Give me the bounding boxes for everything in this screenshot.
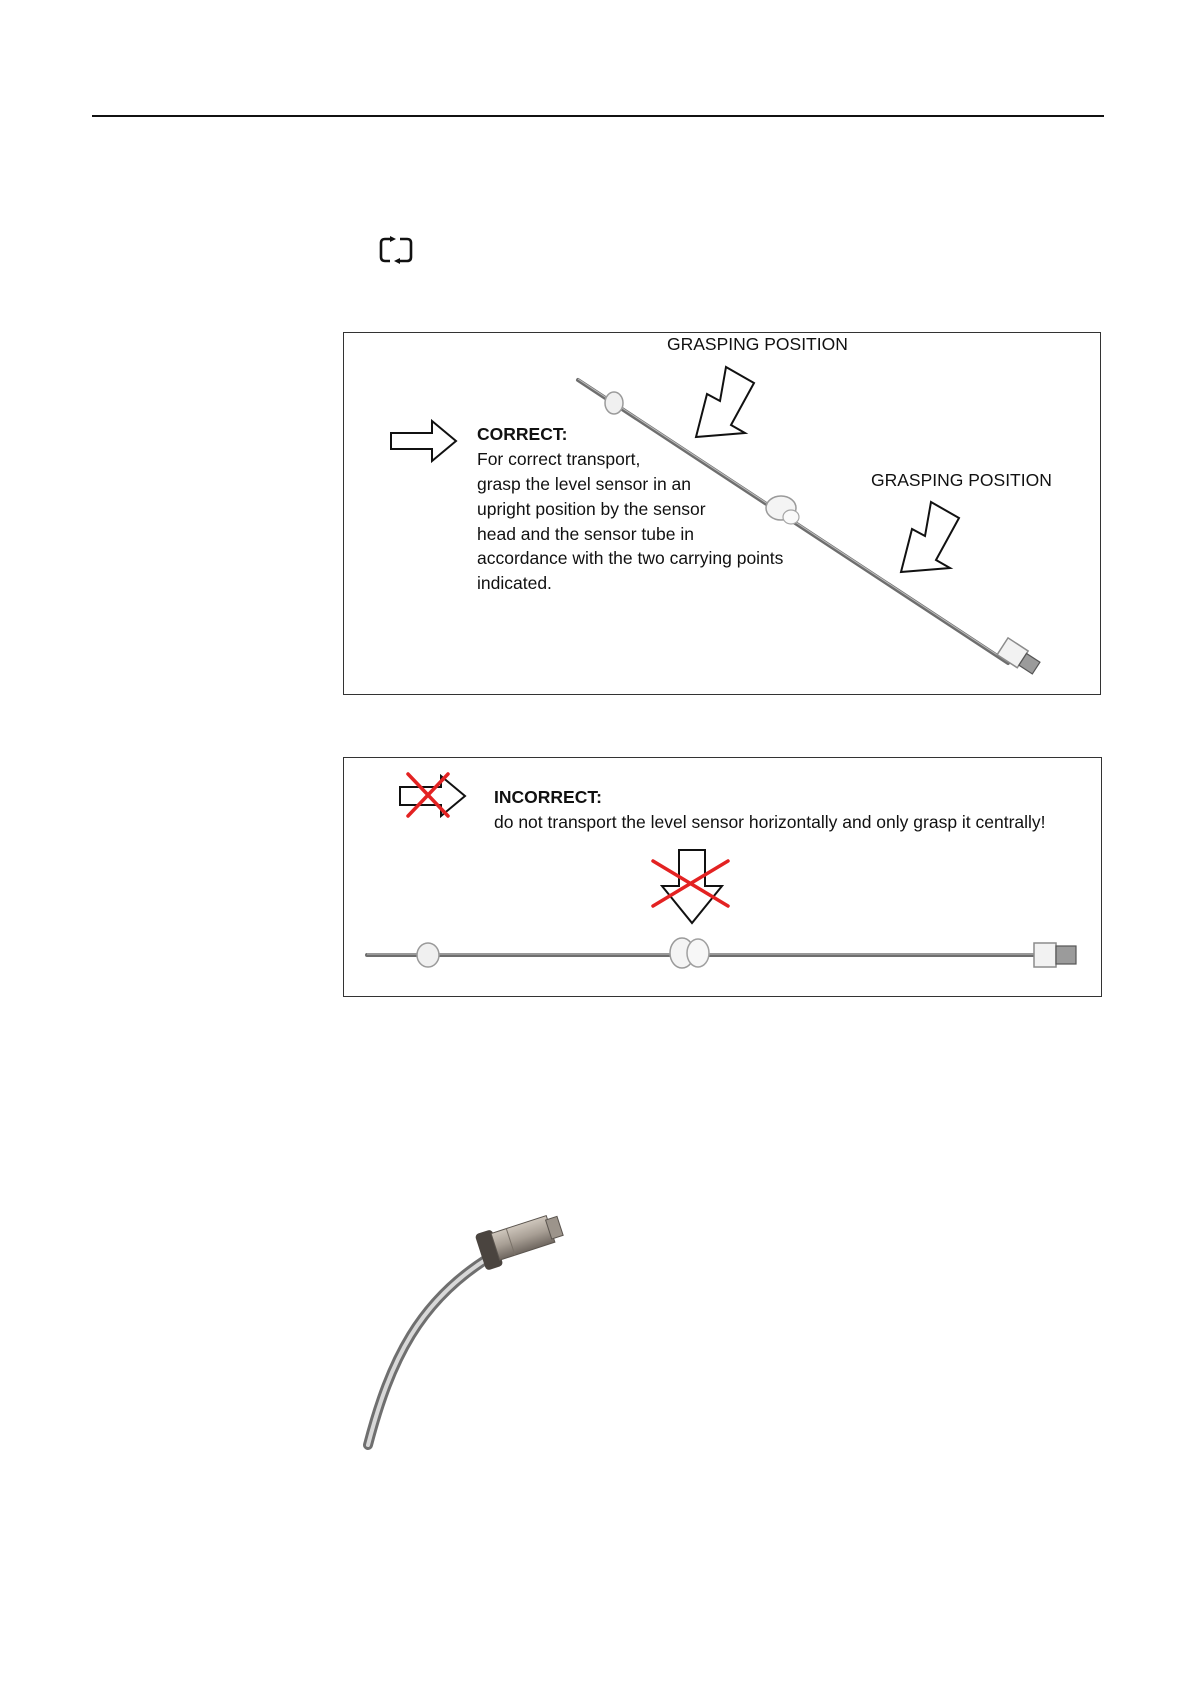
correct-text-line: accordance with the two carrying points — [477, 548, 784, 568]
outline-arrow-right-icon — [391, 421, 456, 461]
grasp-arrow-icon — [696, 367, 754, 437]
outline-arrow-right-icon — [400, 776, 465, 816]
correct-text-line: grasp the level sensor in an — [477, 474, 692, 494]
correct-text-line: head and the sensor tube in — [477, 524, 694, 544]
horizontal-sensor-illustration — [344, 758, 1103, 998]
correct-heading: CORRECT: — [477, 424, 568, 444]
incorrect-transport-figure — [343, 757, 1102, 997]
incorrect-heading: INCORRECT: — [494, 787, 602, 807]
sensor-head-photo — [360, 1190, 610, 1460]
transport-cycle-icon — [377, 234, 415, 266]
correct-text-line: For correct transport, — [477, 449, 641, 469]
correct-text-line: upright position by the sensor — [477, 499, 706, 519]
incorrect-text: do not transport the level sensor horizontally and only grasp it centrally! — [494, 812, 1046, 832]
header-rule — [92, 115, 1104, 117]
correct-transport-figure — [343, 332, 1101, 695]
diagonal-sensor-illustration — [344, 333, 1102, 696]
outline-arrow-down-icon — [662, 850, 722, 923]
correct-text-line: indicated. — [477, 573, 552, 593]
grasp-label-upper: GRASPING POSITION — [667, 334, 848, 354]
grasp-arrow-icon — [901, 502, 959, 572]
grasp-label-lower: GRASPING POSITION — [871, 470, 1052, 490]
